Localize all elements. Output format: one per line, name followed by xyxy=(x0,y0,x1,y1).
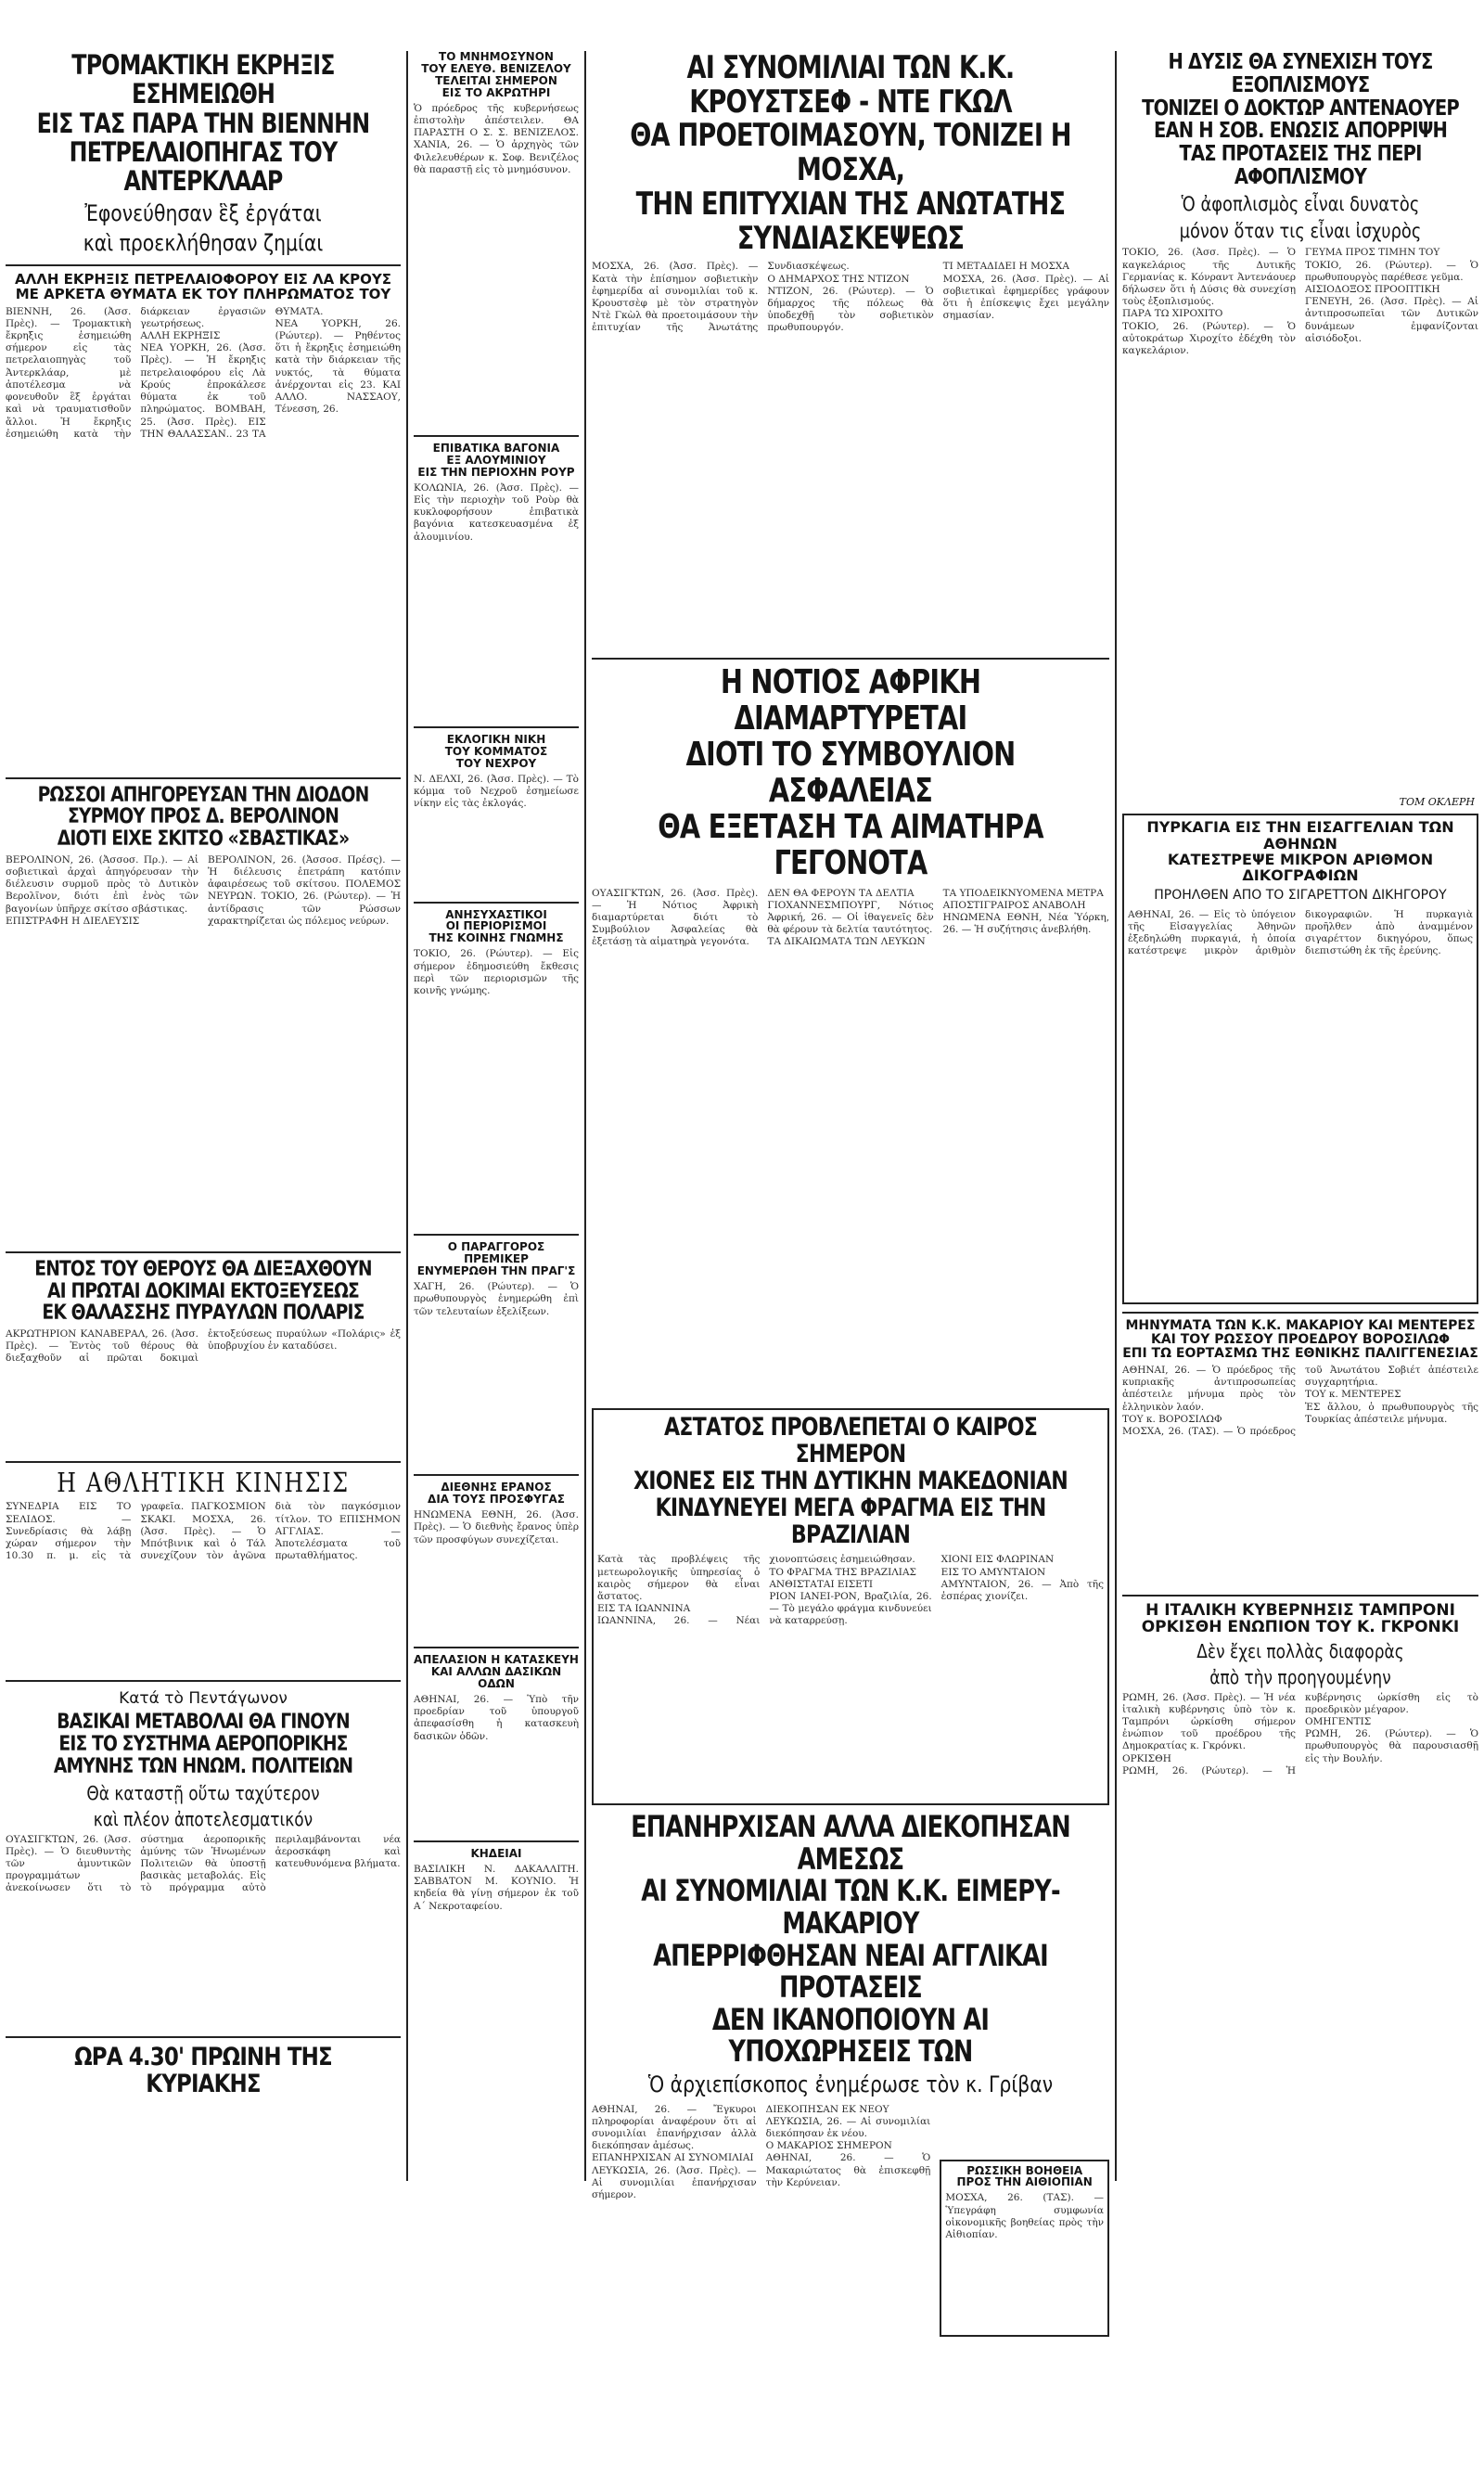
italy-subheadline-1: Δὲν ἔχει πολλὰς διαφορὰς xyxy=(1196,1639,1404,1662)
article-body: ΧΑΓΗ, 26. (Ρώυτερ). — Ὁ πρωθυπουργὸς ἐνημερώθη ἐπὶ τῶν τελευταίων ἐξελίξεων. xyxy=(414,1281,579,1317)
column-1 xyxy=(0,51,406,2190)
column-4 xyxy=(1117,51,1484,2190)
second-headline: ΑΛΛΗ ΕΚΡΗΞΙΣ ΠΕΤΡΕΛΑΙΟΦΟΡΟΥ ΕΙΣ ΛΑ ΚΡΟΥΣ ΜΕ ΑΡΚΕΤΑ ΘΥΜΑΤΑ ΕΚ ΤΟΥ ΠΛΗΡΩΜΑΤΟΣ ΤΟΥ xyxy=(15,271,391,303)
roads-headline: ΑΠΕΛΑΣΙΟΝ Η ΚΑΤΑΣΚΕΥΗ ΚΑΙ ΑΛΛΩΝ ΔΑΣΙΚΩΝ ΟΔΩΝ xyxy=(414,1653,579,1691)
fire-box xyxy=(1122,814,1478,1303)
funerals-title: ΚΗΔΕΙΑΙ xyxy=(470,1847,522,1861)
column-2 xyxy=(408,51,584,2190)
messages-headline: ΜΗΝΥΜΑΤΑ ΤΩΝ Κ.Κ. ΜΑΚΑΡΙΟΥ ΚΑΙ ΜΕΝΤΕΡΕΣ ΚΑΙ ΤΟΥ ΡΩΣΣΟΥ ΠΡΟΕΔΡΟΥ ΒΟΡΟΣΙΛΩΦ ΕΠΙ ΤΩ ΕΟΡΤΑΣΜΩ ΤΗΣ ΕΘΝΙΚΗΣ ΠΑΛΙΓΓΕΝΕΣΙΑΣ xyxy=(1122,1317,1478,1361)
polaris-headline: ΕΝΤΟΣ ΤΟΥ ΘΕΡΟΥΣ ΘΑ ΔΙΕΞΑΧΘΟΥΝ ΑΙ ΠΡΩΤΑΙ ΔΟΚΙΜΑΙ ΕΚΤΟΞΕΥΣΕΩΣ ΕΚ ΘΑΛΑΣΣΗΣ ΠΥΡΑΥΛΩΝ ΠΟΛΑΡΙΣ xyxy=(34,1257,372,1326)
ethiopia-headline: ΡΩΣΣΙΚΗ ΒΟΗΘΕΙΑ ΠΡΟΣ ΤΗΝ ΑΙΘΙΟΠΙΑΝ xyxy=(956,2163,1093,2189)
lead-subheadline-2: καὶ προεκλήθησαν ζημίαι xyxy=(83,230,324,257)
fire-subheadline: ΠΡΟΗΛΘΕΝ ΑΠΟ ΤΟ ΣΙΓΑΡΕΤΤΟΝ ΔΙΚΗΓΟΡΟΥ xyxy=(1154,888,1447,904)
pentagon-headline: ΒΑΣΙΚΑΙ ΜΕΤΑΒΟΛΑΙ ΘΑ ΓΙΝΟΥΝ ΕΙΣ ΤΟ ΣΥΣΤΗΜΑ ΑΕΡΟΠΟΡΙΚΗΣ ΑΜΥΝΗΣ ΤΩΝ ΗΝΩΜ. ΠΟΛΙΤΕΙΩΝ xyxy=(53,1711,353,1778)
article-body: ΜΟΣΧΑ, 26. (Ἀσσ. Πρὲς). — Κατὰ τὴν ἐπίσημον σοβιετικὴν ἐφημερίδα αἱ συνομιλίαι τοῦ κ. Κρουστσὲφ μὲ τὸν στρατηγὸν Ντὲ Γκὼλ θὰ προετοιμάσουν τὴν ἐπιτυχίαν τῆς Ἀνωτάτης Συνδιασκέψεως. Ο ΔΗΜΑΡΧΟΣ ΤΗΣ ΝΤΙΖΟΝ ΝΤΙΖΟΝ, 26. (Ρώυτερ). — Ὁ δήμαρχος τῆς πόλεως θὰ ὑποδεχθῇ τὸν σοβιετικὸν πρωθυπουργόν. ΤΙ ΜΕΤΑΔΙΔΕΙ Η ΜΟΣΧΑ ΜΟΣΧΑ, 26. (Ἀσσ. Πρὲς). — Αἱ σοβιετικαὶ ἐφημερίδες γράφουν ὅτι ἡ ἐπίσκεψις ἔχει μεγάλην σημασίαν. xyxy=(592,261,1109,334)
article-body: ΗΝΩΜΕΝΑ ΕΘΝΗ, 26. (Ἀσσ. Πρὲς). — Ὁ διεθνὴς ἔρανος ὑπὲρ τῶν προσφύγων συνεχίζεται. xyxy=(414,1509,579,1545)
italy-subheadline-2: ἀπὸ τὴν προηγουμένην xyxy=(1209,1665,1391,1688)
weather-box xyxy=(592,1408,1109,1806)
concern-headline: ΑΝΗΣΥΧΑΣΤΙΚΟΙ ΟΙ ΠΕΡΙΟΡΙΣΜΟΙ ΤΗΣ ΚΟΙΝΗΣ ΓΝΩΜΗΣ xyxy=(429,907,564,945)
lead-subheadline-1: Ἐφονεύθησαν ἓξ ἐργάται xyxy=(84,199,322,226)
article-body: ΤΟΚΙΟ, 26. (Ρώυτερ). — Εἰς σήμερον ἐδημοσιεύθη ἔκθεσις περὶ τῶν περιορισμῶν τῆς κοινῆς γνώμης. xyxy=(414,948,579,997)
article-body: ΟΥΑΣΙΓΚΤΩΝ, 26. (Ἀσσ. Πρὲς). — Ὁ διευθυντὴς τῶν ἀμυντικῶν προγραμμάτων ἀνεκοίνωσεν ὅτι τὸ σύστημα ἀεροπορικῆς ἀμύνης τῶν Ἡνωμένων Πολιτειῶν θὰ ὑποστῇ βασικὰς μεταβολάς. Εἰς τὸ πρόγραμμα αὐτὸ περιλαμβάνονται νέα ἀεροσκάφη καὶ κατευθυνόμενα βλήματα. xyxy=(6,1833,401,1894)
column-3 xyxy=(586,49,1115,2241)
africa-headline: Η ΝΟΤΙΟΣ ΑΦΡΙΚΗ ΔΙΑΜΑΡΤΥΡΕΤΑΙ ΔΙΟΤΙ ΤΟ ΣΥΜΒΟΥΛΙΟΝ ΑΣΦΑΛΕΙΑΣ ΘΑ ΕΞΕΤΑΣΗ ΤΑ ΑΙΜΑΤΗΡΑ ΓΕΓΟΝΟΤΑ xyxy=(658,663,1043,882)
disarmament-subheadline-1: Ὁ ἀφοπλισμὸς εἶναι δυνατὸς xyxy=(1181,192,1420,215)
article-body: ΡΩΜΗ, 26. (Ἀσσ. Πρὲς). — Ἡ νέα ἰταλικὴ κυβέρνησις ὑπὸ τὸν κ. Ταμπρόνι ὡρκίσθη σήμερον ἐνώπιον τοῦ προέδρου τῆς Δημοκρατίας κ. Γκρόνκι. ΟΡΚΙΣΘΗ ΡΩΜΗ, 26. (Ρώυτερ). — Ἡ κυβέρνησις ὡρκίσθη εἰς τὸ προεδρικὸν μέγαρον. ΟΜΗΓΕΝΤΙΣ ΡΩΜΗ, 26. (Ρώυτερ). — Ὁ πρωθυπουργὸς θὰ παρουσιασθῇ εἰς τὴν Βουλήν. xyxy=(1122,1691,1478,1776)
article-body: ΟΥΑΣΙΓΚΤΩΝ, 26. (Ἀσσ. Πρὲς). — Ἡ Νότιος Ἀφρικὴ διαμαρτύρεται διότι τὸ Συμβούλιον Ἀσφαλείας θὰ ἐξετάσῃ τὰ αἱματηρὰ γεγονότα. ΔΕΝ ΘΑ ΦΕΡΟΥΝ ΤΑ ΔΕΛΤΙΑ ΓΙΟΧΑΝΝΕΣΜΠΟΥΡΓ, Νότιος Ἀφρική, 26. — Οἱ ἰθαγενεῖς δὲν θὰ φέρουν τὰ δελτία ταυτότητος. ΤΑ ΔΙΚΑΙΩΜΑΤΑ ΤΩΝ ΛΕΥΚΩΝ ΤΑ ΥΠΟΔΕΙΚΝΥΟΜΕΝΑ ΜΕΤΡΑ ΑΠΟΣΤΙΓΡΑΙΡΟΣ ΑΝΑΒΟΛΗ ΗΝΩΜΕΝΑ ΕΘΝΗ, Νέα Ὑόρκη, 26. — Ἡ συζήτησις ἀνεβλήθη. xyxy=(592,887,1109,948)
premier-headline: Ο ΠΑΡΑΓΓΟΡΟΣ ΠΡΕΜΙΚΕΡ ΕΝΥΜΕΡΩΘΗ ΤΗΝ ΠΡΑΓ'Σ xyxy=(416,1240,576,1278)
article-body: ΑΘΗΝΑΙ, 26. — Ὁ πρόεδρος τῆς κυπριακῆς ἀντιπροσωπείας ἀπέστειλε μήνυμα πρὸς τὸν ἑλληνικὸν λαόν. ΤΟΥ κ. ΒΟΡΟΣΙΛΩΦ ΜΟΣΧΑ, 26. (ΤΑΣ). — Ὁ πρόεδρος τοῦ Ἀνωτάτου Σοβιέτ ἀπέστειλε συγχαρητήρια. ΤΟΥ κ. ΜΕΝΤΕΡΕΣ ἙΣ ἄλλου, ὁ πρωθυπουργὸς τῆς Τουρκίας ἀπέστειλε μήνυμα. xyxy=(1122,1364,1478,1437)
russian-headline: ΡΩΣΣΟΙ ΑΠΗΓΟΡΕΥΣΑΝ ΤΗΝ ΔΙΟΔΟΝ ΣΥΡΜΟΥ ΠΡΟΣ Δ. ΒΕΡΟΛΙΝΟΝ ΔΙΟΤΙ ΕΙΧΕ ΣΚΙΤΣΟ «ΣΒΑΣΤΙΚΑΣ» xyxy=(37,783,369,852)
article-body: ΑΘΗΝΑΙ, 26. — Ὑπὸ τῆν προεδρίαν τοῦ ὑπουργοῦ ἀπεφασίσθη ἡ κατασκευὴ δασικῶν ὁδῶν. xyxy=(414,1694,579,1742)
lead-headline: ΤΡΟΜΑΚΤΙΚΗ ΕΚΡΗΞΙΣ ΕΣΗΜΕΙΩΘΗ ΕΙΣ ΤΑΣ ΠΑΡΑ ΤΗΝ ΒΙΕΝΝΗΝ ΠΕΤΡΕΛΑΙΟΠΗΓΑΣ ΤΟΥ ΑΝΤΕΡΚΛΑΑΡ xyxy=(36,49,370,198)
article-body: ΤΟΚΙΟ, 26. (Ἀσσ. Πρὲς). — Ὁ καγκελάριος τῆς Δυτικῆς Γερμανίας κ. Κόνραντ Ἀντενάουερ δήλωσεν ὅτι ἡ Δύσις θὰ συνεχίσῃ τοὺς ἐξοπλισμούς. ΠΑΡΑ ΤΩ ΧΙΡΟΧΙΤΟ ΤΟΚΙΟ, 26. (Ρώυτερ). — Ὁ αὐτοκράτωρ Χιροχίτο ἐδέχθη τὸν καγκελάριον. ΓΕΥΜΑ ΠΡΟΣ ΤΙΜΗΝ ΤΟΥ ΤΟΚΙΟ, 26. (Ρώυτερ). — Ὁ πρωθυπουργὸς παρέθεσε γεῦμα. ΑΙΣΙΟΔΟΞΟΣ ΠΡΟΟΠΤΙΚΗ ΓΕΝΕΥΗ, 26. (Ἀσσ. Πρὲς). — Αἱ ἀντιπροσωπεῖαι τῶν Δυτικῶν δυνάμεων ἐμφανίζονται αἰσιόδοξοι. xyxy=(1122,247,1478,357)
article-body: ΒΙΕΝΝΗ, 26. (Ἀσσ. Πρὲς). — Τρομακτικὴ ἔκρηξις ἐσημειώθη σήμερον εἰς τὰς πετρελαιοπηγὰς τοῦ Ἀντερκλάαρ, μὲ ἀποτέλεσμα νὰ φονευθοῦν ἓξ ἐργάται καὶ νὰ τραυματισθοῦν ἄλλοι. Ἡ ἔκρηξις ἐσημειώθη κατὰ τὴν διάρκειαν ἐργασιῶν γεωτρήσεως. ΑΛΛΗ ΕΚΡΗΞΙΣ ΝΕΑ ΥΟΡΚΗ, 26. (Ἀσσ. Πρὲς). — Ἡ ἔκρηξις πετρελαιοφόρου εἰς Λὰ Κρούς ἐπροκάλεσε θύματα ἐκ τοῦ πληρώματος. ΒΟΜΒΑΗ, 25. (Ἀσσ. Πρὲς). ΕΙΣ ΤΗΝ ΘΑΛΑΣΣΑΝ.. 23 ΤΑ ΘΥΜΑΤΑ. ΝΕΑ ΥΟΡΚΗ, 26. (Ρώυτερ). — Ρηθέντος ὅτι ἡ ἔκρηξις ἐσημειώθη κατὰ τὴν διάρκειαν τῆς νυκτός, τὰ θύματα ἀνέρχονται εἰς 23. ΚΑΙ ΑΛΛΟ. ΝΑΣΣΑΟΥ, Τένεσση, 26. xyxy=(6,305,401,440)
article-body: ΒΕΡΟΛΙΝΟΝ, 26. (Ἀσσοσ. Πρ.). — Αἱ σοβιετικαὶ ἀρχαὶ ἀπηγόρευσαν τὴν διέλευσιν συρμοῦ πρὸς τὸ Δυτικὸν Βερολῖνον, διότι ἐπὶ ἑνὸς τῶν βαγονίων ὑπῆρχε σκίτσο σβάστικας. ΕΠΙΣΤΡΑΦΗ Η ΔΙΕΛΕΥΣΙΣ ΒΕΡΟΛΙΝΟΝ, 26. (Ἀσσοσ. Πρέσς). — Ἡ διέλευσις ἐπετράπη κατόπιν ἀφαιρέσεως τοῦ σκίτσου. ΠΟΛΕΜΟΣ ΝΕΥΡΩΝ. ΤΟΚΙΟ, 26. (Ρώυτερ). — Ἡ ἀντίδρασις τῶν Ρώσσων χαρακτηρίζεται ὡς πόλεμος νεύρων. xyxy=(6,853,401,927)
weather-headline: ΑΣΤΑΤΟΣ ΠΡΟΒΛΕΠΕΤΑΙ Ο ΚΑΙΡΟΣ ΣΗΜΕΡΟΝ ΧΙΟΝΕΣ ΕΙΣ ΤΗΝ ΔΥΤΙΚΗΝ ΜΑΚΕΔΟΝΙΑΝ ΚΙΝΔΥΝΕΥΕΙ ΜΕΓΑ ΦΡΑΓΜΑ ΕΙΣ ΤΗΝ ΒΡΑΖΙΛΙΑΝ xyxy=(633,1412,1068,1550)
disarmament-headline: Η ΔΥΣΙΣ ΘΑ ΣΥΝΕΧΙΣΗ ΤΟΥΣ ΕΞΟΠΛΙΣΜΟΥΣ ΤΟΝΙΖΕΙ Ο ΔΟΚΤΩΡ ΑΝΤΕΝΑΟΥΕΡ ΕΑΝ Η ΣΟΒ. ΕΝΩΣΙΣ ΑΠΟΡΡΙΨΗ ΤΑΣ ΠΡΟΤΑΣΕΙΣ ΤΗΣ ΠΕΡΙ ΑΦΟΠΛΙΣΜΟΥ xyxy=(1142,50,1459,190)
byline: ΤΟΜ ΟΚΛΕΡΗ xyxy=(1399,796,1475,809)
wagons-headline: ΕΠΙΒΑΤΙΚΑ ΒΑΓΟΝΙΑ ΕΞ ΑΛΟΥΜΙΝΙΟΥ ΕΙΣ ΤΗΝ ΠΕΡΙΟΧΗΝ ΡΟΥΡ xyxy=(417,441,575,479)
venizelos-headline: ΤΟ ΜΝΗΜΟΣΥΝΟΝ ΤΟΥ ΕΛΕΥΘ. ΒΕΝΙΖΕΛΟΥ ΤΕΛΕΙΤΑΙ ΣΗΜΕΡΟΝ ΕΙΣ ΤΟ ΑΚΡΩΤΗΡΙ xyxy=(421,50,571,99)
nepal-headline: ΕΚΛΟΓΙΚΗ ΝΙΚΗ ΤΟΥ ΚΟΜΜΑΤΟΣ ΤΟΥ ΝΕΧΡΟΥ xyxy=(444,732,548,770)
pentagon-subheadline-1: Θὰ καταστῇ οὕτω ταχύτερον xyxy=(86,1781,320,1804)
article-body: ΑΘΗΝΑΙ, 26. — Εἰς τὸ ὑπόγειον τῆς Εἰσαγγελίας Ἀθηνῶν ἐξεδηλώθη πυρκαγιά, ἡ ὁποία κατέστρεψε μικρὸν ἀριθμὸν δικογραφιῶν. Ἡ πυρκαγιὰ προῆλθεν ἀπὸ ἀναμμένον σιγαρέττον δικηγόρου, ὅπως διεπιστώθη ἐκ τῆς ἐρεύνης. xyxy=(1128,908,1473,957)
ethiopia-box xyxy=(940,2160,1109,2338)
cyprus-subheadline: Ὁ ἀρχιεπίσκοπος ἐνημέρωσε τὸν κ. Γρίβαν xyxy=(647,2071,1054,2097)
fire-headline: ΠΥΡΚΑΓΙΑ ΕΙΣ ΤΗΝ ΕΙΣΑΓΓΕΛΙΑΝ ΤΩΝ ΑΘΗΝΩΝ ΚΑΤΕΣΤΡΕΨΕ ΜΙΚΡΟΝ ΑΡΙΘΜΟΝ ΔΙΚΟΓΡΑΦΙΩΝ xyxy=(1146,818,1454,885)
top-headline: ΑΙ ΣΥΝΟΜΙΛΙΑΙ ΤΩΝ Κ.Κ. ΚΡΟΥΣΤΣΕΦ - ΝΤΕ ΓΚΩΛ ΘΑ ΠΡΟΕΤΟΙΜΑΣΟΥΝ, ΤΟΝΙΖΕΙ Η ΜΟΣΧΑ, ΤΗΝ ΕΠΙΤΥΧΙΑΝ ΤΗΣ ΑΝΩΤΑΤΗΣ ΣΥΝΔΙΑΣΚΕΨΕΩΣ xyxy=(630,49,1071,257)
pentagon-subheadline-2: καὶ πλέον ἀποτελεσματικόν xyxy=(93,1807,313,1830)
article-body: Ὁ πρόεδρος τῆς κυβερνήσεως ἐπιστολὴν ἀπέστειλεν. ΘΑ ΠΑΡΑΣΤΗ Ο Σ. Σ. ΒΕΝΙΖΕΛΟΣ. ΧΑΝΙΑ, 26. — Ὁ ἀρχηγὸς τῶν Φιλελευθέρων κ. Σοφ. Βενιζέλος θὰ παραστῇ εἰς τὸ μνημόσυνον. xyxy=(414,102,579,175)
article-body: ΑΘΗΝΑΙ, 26. — Ἔγκυροι πληροφορίαι ἀναφέρουν ὅτι αἱ συνομιλίαι ἐπανήρχισαν ἀλλὰ διεκόπησαν ἀμέσως. ΕΠΑΝΗΡΧΙΣΑΝ ΑΙ ΣΥΝΟΜΙΛΙΑΙ ΛΕΥΚΩΣΙΑ, 26. (Ἀσσ. Πρὲς). — Αἱ συνομιλίαι ἐπανήρχισαν σήμερον. ΔΙΕΚΟΠΗΣΑΝ ΕΚ ΝΕΟΥ ΛΕΥΚΩΣΙΑ, 26. — Αἱ συνομιλίαι διεκόπησαν ἐκ νέου. Ο ΜΑΚΑΡΙΟΣ ΣΗΜΕΡΟΝ ΑΘΗΝΑΙ, 26. — Ὁ Μακαριώτατος θὰ ἐπισκεφθῇ τὴν Κερύνειαν. xyxy=(592,2103,931,2201)
article-body: ΑΚΡΩΤΗΡΙΟΝ ΚΑΝΑΒΕΡΑΛ, 26. (Ἀσσ. Πρὲς). — Ἐντὸς τοῦ θέρους θὰ διεξαχθοῦν αἱ πρῶται δοκιμαὶ ἐκτοξεύσεως πυραύλων «Πολάρις» ἐξ ὑποβρυχίου ἐν καταδύσει. xyxy=(6,1328,401,1365)
article-body: ΒΑΣΙΛΙΚΗ Ν. ΔΑΚΑΛΛΙΤΗ. ΣΑΒΒΑΤΟΝ Μ. ΚΟΥΝΙΟ. Ἡ κηδεία θὰ γίνῃ σήμερον ἐκ τοῦ Α΄ Νεκροταφείου. xyxy=(414,1863,579,1912)
article-body: Ν. ΔΕΛΧΙ, 26. (Ἀσσ. Πρὲς). — Τὸ κόμμα τοῦ Νεχροῦ ἐσημείωσε νίκην εἰς τὰς ἐκλογάς. xyxy=(414,773,579,809)
pentagon-kicker: Κατά τὸ Πεντάγωνον xyxy=(119,1689,288,1709)
article-body: ΣΥΝΕΔΡΙΑ ΕΙΣ ΤΟ ΣΕΛΙΔΟΣ. — Συνεδρίασις θὰ λάβῃ χώραν σήμερον τὴν 10.30 π. μ. εἰς τὰ γραφεῖα. ΠΑΓΚΟΣΜΙΟΝ ΣΚΑΚΙ. ΜΟΣΧΑ, 26. (Ἀσσ. Πρὲς). — Ὁ Μπότβινικ καὶ ὁ Τάλ συνεχίζουν τὸν ἀγῶνα διὰ τὸν παγκόσμιον τίτλον. ΤΟ ΕΠΙΣΗΜΟΝ ΑΓΓΛΙΑΣ. — Ἀποτελέσματα τοῦ πρωταθλήματος. xyxy=(6,1501,401,1562)
eranos-headline: ΔΙΕΘΝΗΣ ΕΡΑΝΟΣ ΔΙΑ ΤΟΥΣ ΠΡΟΣΦΥΓΑΣ xyxy=(428,1481,565,1507)
sports-section-title: Η ΑΘΛΗΤΙΚΗ ΚΙΝΗΣΙΣ xyxy=(57,1467,350,1499)
disarmament-subheadline-2: μόνον ὅταν τις εἶναι ἰσχυρὸς xyxy=(1179,220,1422,243)
cyprus-headline: ΕΠΑΝΗΡΧΙΣΑΝ ΑΛΛΑ ΔΙΕΚΟΠΗΣΑΝ ΑΜΕΣΩΣ ΑΙ ΣΥΝΟΜΙΛΙΑΙ ΤΩΝ Κ.Κ. ΕΙΜΕΡΥ-ΜΑΚΑΡΙΟΥ ΑΠΕΡΡΙΦΘΗΣΑΝ ΝΕΑΙ ΑΓΓΛΙΚΑΙ ΠΡΟΤΑΣΕΙΣ ΔΕΝ ΙΚΑΝΟΠΟΙΟΥΝ ΑΙ ΥΠΟΧΩΡΗΣΕΙΣ ΤΩΝ xyxy=(631,1809,1070,2070)
bottom-headline: ΩΡΑ 4.30' ΠΡΩΙΝΗ ΤΗΣ ΚΥΡΙΑΚΗΣ xyxy=(74,2042,332,2098)
article-body: ΜΟΣΧΑ, 26. (ΤΑΣ). — Ὑπεγράφη συμφωνία οἰκονομικῆς βοηθείας πρὸς τὴν Αἰθιοπίαν. xyxy=(945,2192,1104,2241)
italy-headline: Η ΙΤΑΛΙΚΗ ΚΥΒΕΡΝΗΣΙΣ ΤΑΜΠΡΟΝΙ ΟΡΚΙΣΘΗ ΕΝΩΠΙΟΝ ΤΟΥ Κ. ΓΚΡΟΝΚΙ xyxy=(1141,1600,1460,1637)
article-body: Κατὰ τὰς προβλέψεις τῆς μετεωρολογικῆς ὑπηρεσίας ὁ καιρὸς σήμερον θὰ εἶναι ἄστατος. ΕΙΣ ΤΑ ΙΩΑΝΝΙΝΑ ΙΩΑΝΝΙΝΑ, 26. — Νέαι χιονοπτώσεις ἐσημειώθησαν. ΤΟ ΦΡΑΓΜΑ ΤΗΣ ΒΡΑΖΙΛΙΑΣ ΑΝΘΙΣΤΑΤΑΙ ΕΙΣΕΤΙ ΡΙΟΝ ΙΑΝΕΙ-ΡΟΝ, Βραζιλία, 26. — Τὸ μεγάλο φράγμα κινδυνεύει νὰ καταρρεύσῃ. ΧΙΟΝΙ ΕΙΣ ΦΛΩΡΙΝΑΝ ΕΙΣ ΤΟ ΑΜΥΝΤΑΙΟΝ ΑΜΥΝΤΑΙΟΝ, 26. — Ἀπὸ τῆς ἐσπέρας χιονίζει. xyxy=(597,1554,1104,1627)
article-body: ΚΟΛΩΝΙΑ, 26. (Ἀσσ. Πρὲς). — Εἰς τὴν περιοχὴν τοῦ Ροὺρ θὰ κυκλοφορήσουν ἐπιβατικὰ βαγόνια κατεσκευασμένα ἐξ ἀλουμινίου. xyxy=(414,481,579,543)
